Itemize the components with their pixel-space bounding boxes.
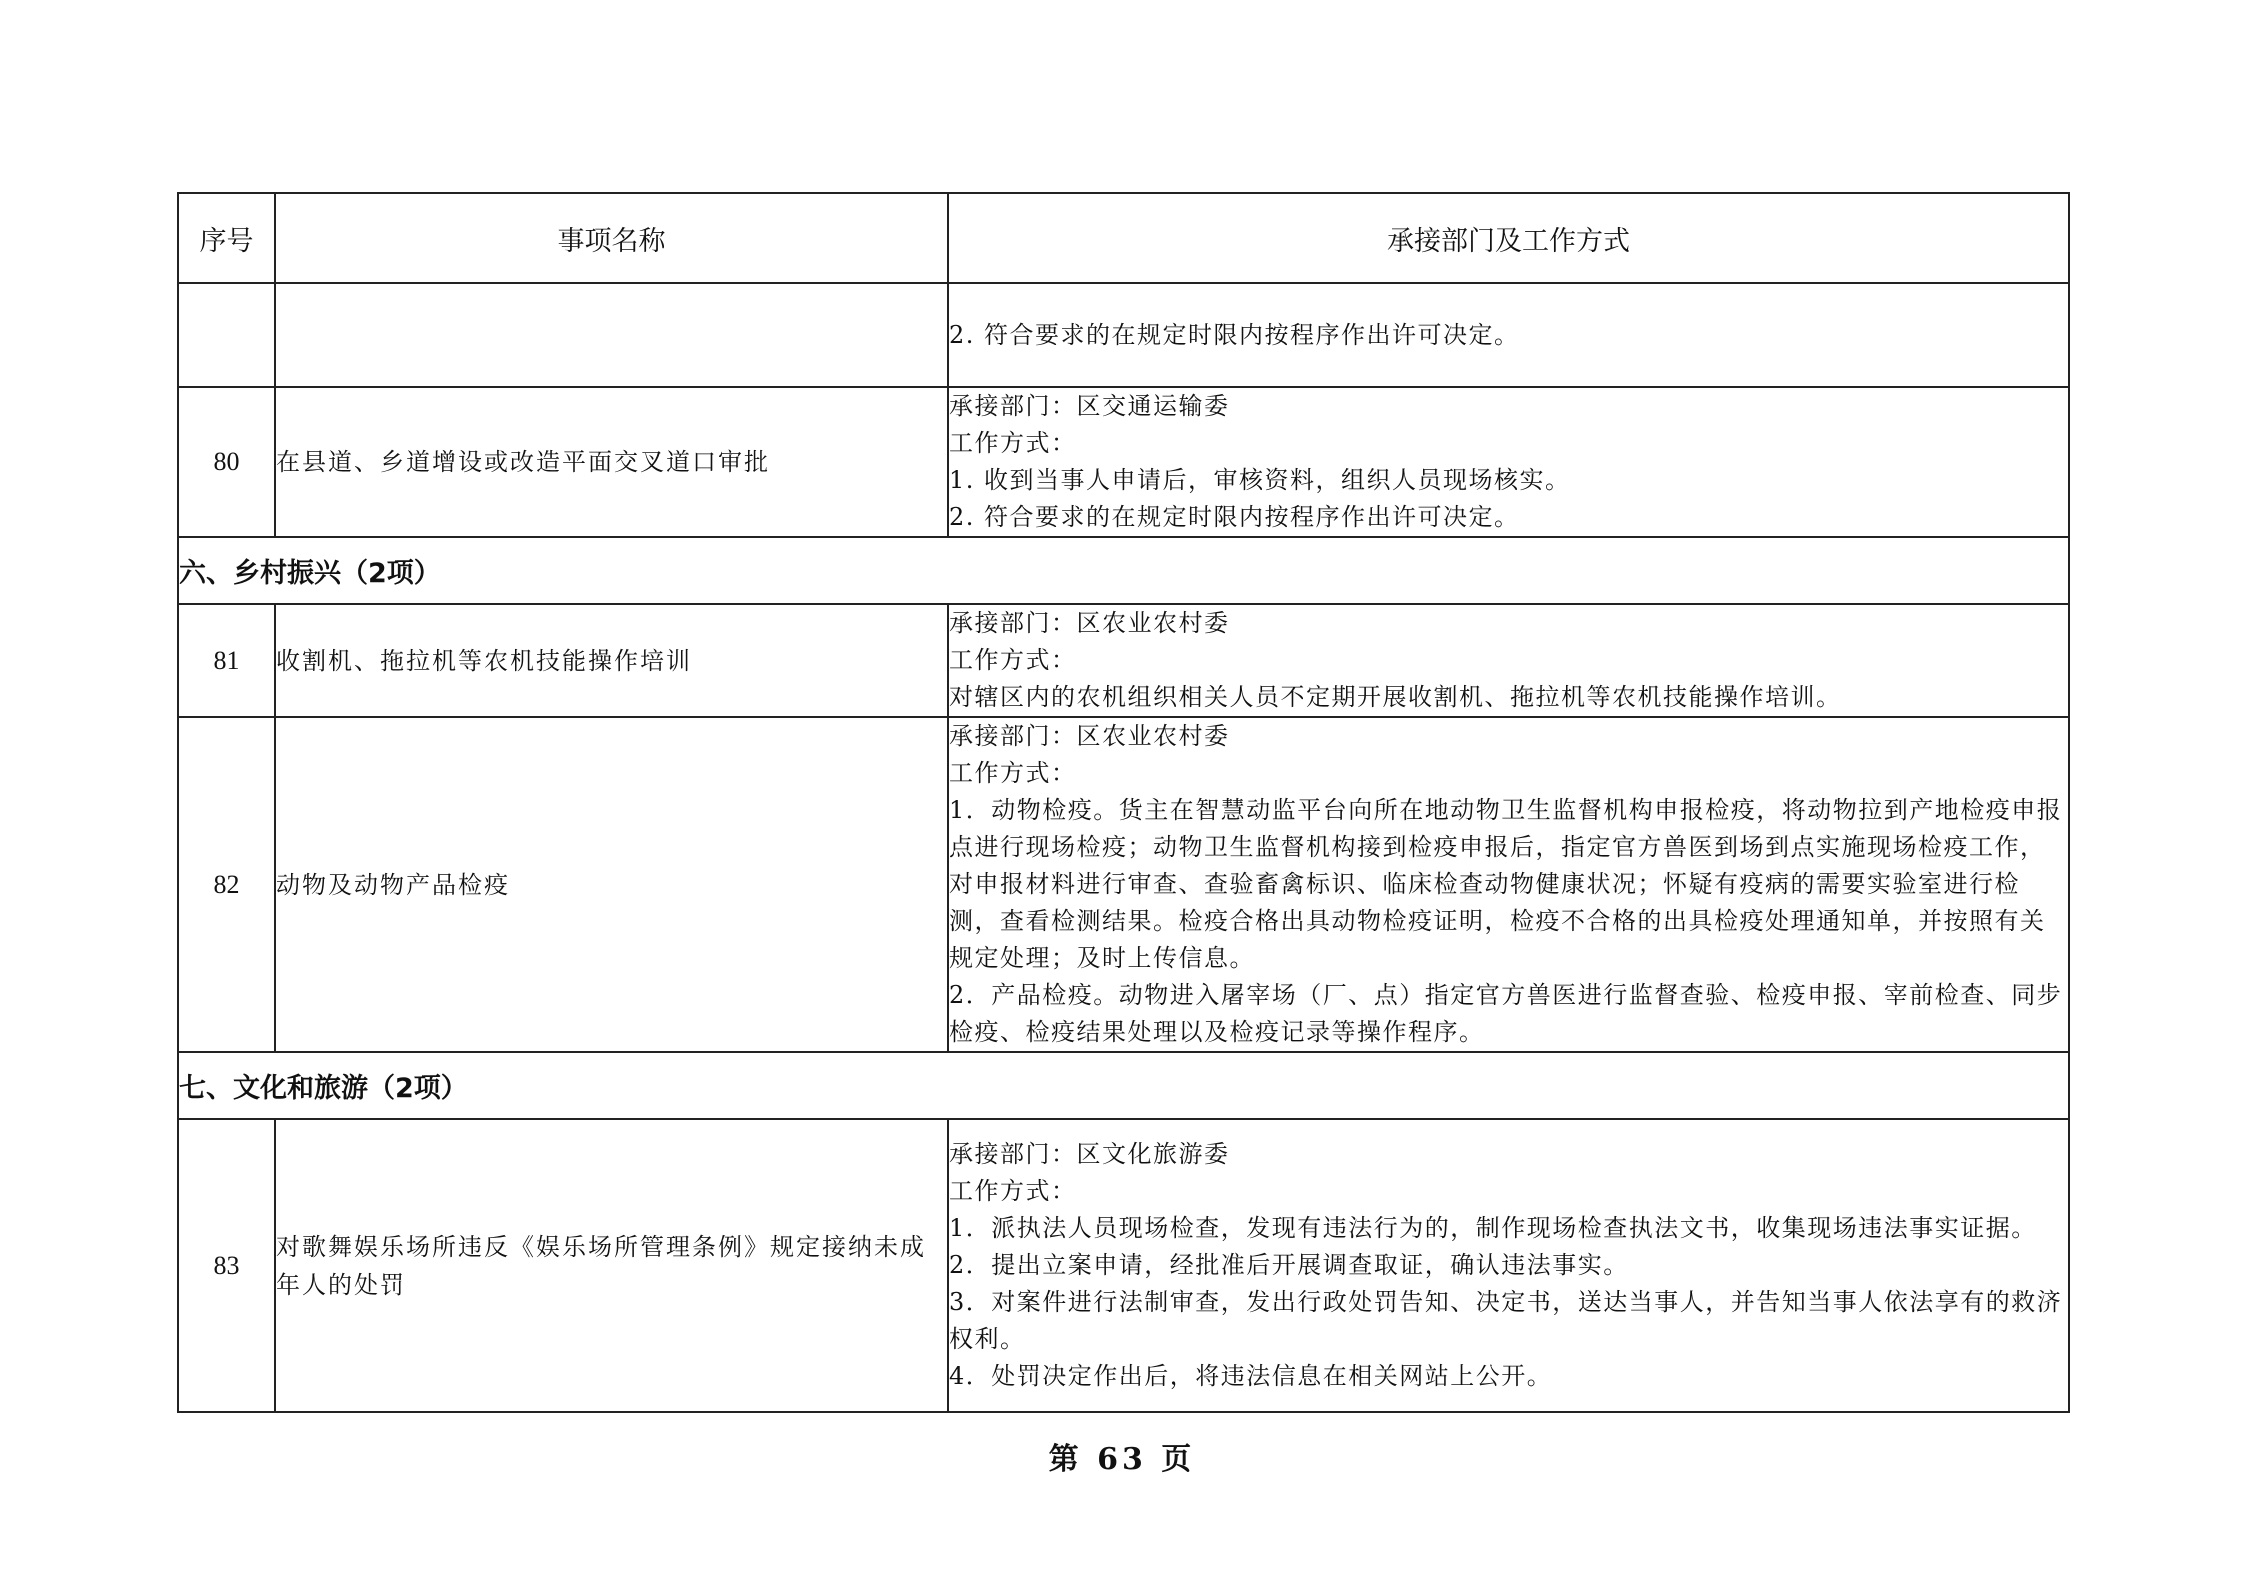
method-line: 1．派执法人员现场检查，发现有违法行为的，制作现场检查执法文书，收集现场违法事实证据。 bbox=[949, 1214, 2037, 1242]
serial-cell bbox=[178, 283, 275, 387]
method-cell bbox=[948, 387, 2069, 537]
department-line: 承接部门：区农业农村委 bbox=[949, 722, 1230, 750]
method-line: 2．产品检疫。动物进入屠宰场（厂、点）指定官方兽医进行监督查验、检疫申报、宰前检查、同步检疫、检疫结果处理以及检疫记录等操作程序。 bbox=[949, 981, 2063, 1046]
serial-cell: 81 bbox=[178, 604, 275, 717]
item-name-cell: 对歌舞娱乐场所违反《娱乐场所管理条例》规定接纳未成年人的处罚 bbox=[275, 1119, 948, 1412]
serial-cell: 82 bbox=[178, 717, 275, 1052]
department-line: 承接部门：区文化旅游委 bbox=[949, 1140, 1230, 1168]
method-line: 2. 符合要求的在规定时限内按程序作出许可决定。 bbox=[949, 503, 1520, 531]
item-name-cell: 动物及动物产品检疫 bbox=[275, 717, 948, 1052]
method-cell bbox=[948, 283, 2069, 387]
method-label: 工作方式： bbox=[949, 646, 1077, 674]
header-department-method: 承接部门及工作方式 bbox=[948, 193, 2069, 283]
table-row-continuation bbox=[178, 283, 2069, 387]
department-line: 承接部门：区农业农村委 bbox=[949, 609, 1230, 637]
method-label: 工作方式： bbox=[949, 759, 1077, 787]
matters-table bbox=[177, 192, 2070, 1413]
method-line: 2. 符合要求的在规定时限内按程序作出许可决定。 bbox=[949, 320, 1520, 349]
table-header-row bbox=[178, 193, 2069, 283]
table-row bbox=[178, 1119, 2069, 1412]
table-row bbox=[178, 604, 2069, 717]
method-cell bbox=[948, 604, 2069, 717]
method-line: 对辖区内的农机组织相关人员不定期开展收割机、拖拉机等农机技能操作培训。 bbox=[949, 683, 1842, 711]
method-line: 1. 收到当事人申请后，审核资料，组织人员现场核实。 bbox=[949, 466, 1571, 494]
section-heading: 七、文化和旅游（2项） bbox=[178, 1052, 2069, 1119]
item-name-cell: 收割机、拖拉机等农机技能操作培训 bbox=[275, 604, 948, 717]
header-serial: 序号 bbox=[178, 193, 275, 283]
section-row bbox=[178, 537, 2069, 604]
table-row bbox=[178, 387, 2069, 537]
header-item-name: 事项名称 bbox=[275, 193, 948, 283]
method-line: 1．动物检疫。货主在智慧动监平台向所在地动物卫生监督机构申报检疫，将动物拉到产地检疫申报点进行现场检疫；动物卫生监督机构接到检疫申报后，指定官方兽医到场到点实施现场检疫工作，对申报材料进行审查、查验畜禽标识、临床检查动物健康状况；怀疑有疫病的需要实验室进行检测，查看检测结果。检疫合格出具动物检疫证明，检疫不合格的出具检疫处理通知单，并按照有关规定处理；及时上传信息。 bbox=[949, 796, 2063, 972]
method-line: 4．处罚决定作出后，将违法信息在相关网站上公开。 bbox=[949, 1362, 1553, 1390]
item-name-cell bbox=[275, 283, 948, 387]
method-cell bbox=[948, 717, 2069, 1052]
method-cell bbox=[948, 1119, 2069, 1412]
section-row bbox=[178, 1052, 2069, 1119]
item-name-cell: 在县道、乡道增设或改造平面交叉道口审批 bbox=[275, 387, 948, 537]
method-label: 工作方式： bbox=[949, 1177, 1077, 1205]
section-heading: 六、乡村振兴（2项） bbox=[178, 537, 2069, 604]
table-row bbox=[178, 717, 2069, 1052]
page-number: 第 63 页 bbox=[1048, 1442, 1196, 1477]
method-label: 工作方式： bbox=[949, 429, 1077, 457]
serial-cell: 83 bbox=[178, 1119, 275, 1412]
serial-cell: 80 bbox=[178, 387, 275, 537]
department-line: 承接部门：区交通运输委 bbox=[949, 392, 1230, 420]
method-line: 3．对案件进行法制审查，发出行政处罚告知、决定书，送达当事人，并告知当事人依法享有的救济权利。 bbox=[949, 1288, 2063, 1353]
method-line: 2．提出立案申请，经批准后开展调查取证，确认违法事实。 bbox=[949, 1251, 1629, 1279]
